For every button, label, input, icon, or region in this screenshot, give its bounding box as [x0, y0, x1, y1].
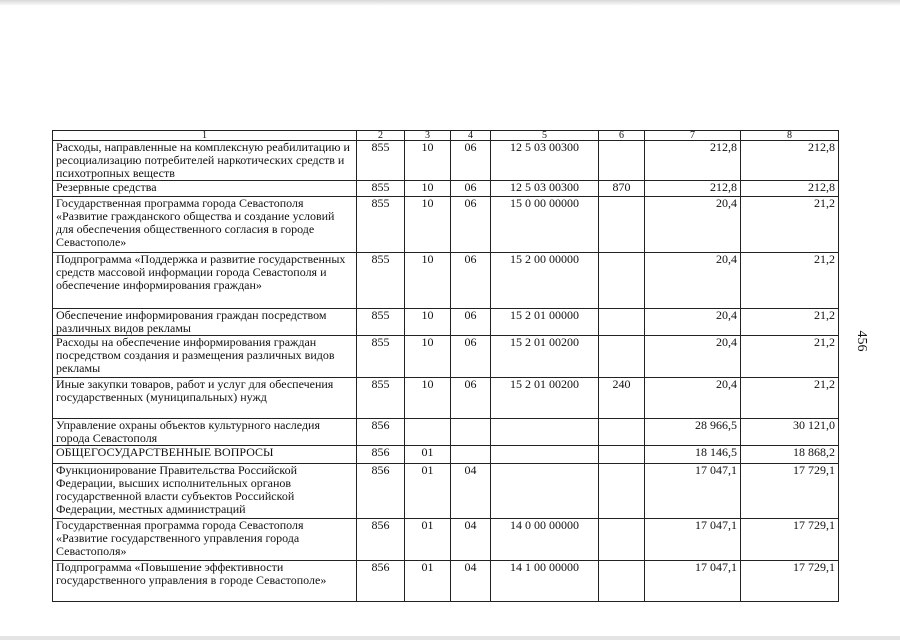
row-section: 10	[405, 181, 451, 197]
row-name: Государственная программа города Севастополя «Развитие гражданского общества и создание условий для обеспечения общественного согласия в городе Севастополе»	[53, 197, 357, 253]
row-admin-code: 855	[357, 197, 405, 253]
row-section: 01	[405, 464, 451, 519]
row-subsection: 06	[451, 378, 491, 419]
row-expense-type	[599, 309, 645, 336]
row-section: 01	[405, 446, 451, 464]
row-section: 10	[405, 378, 451, 419]
row-expense-type	[599, 561, 645, 602]
row-amount-year-2: 17 729,1	[741, 464, 839, 519]
table-row	[53, 141, 839, 181]
header-col-1: 1	[53, 131, 357, 141]
row-subsection: 06	[451, 309, 491, 336]
row-expense-type: 870	[599, 181, 645, 197]
row-subsection: 06	[451, 141, 491, 181]
table-header-row	[53, 131, 839, 141]
row-amount-year-2: 212,8	[741, 181, 839, 197]
row-amount-year-2: 17 729,1	[741, 561, 839, 602]
row-admin-code: 855	[357, 378, 405, 419]
row-subsection: 04	[451, 561, 491, 602]
table-row	[53, 419, 839, 446]
row-admin-code: 856	[357, 519, 405, 561]
row-expense-type	[599, 197, 645, 253]
row-amount-year-1: 28 966,5	[645, 419, 741, 446]
row-amount-year-1: 18 146,5	[645, 446, 741, 464]
row-amount-year-2: 18 868,2	[741, 446, 839, 464]
row-amount-year-2: 17 729,1	[741, 519, 839, 561]
row-amount-year-2: 21,2	[741, 309, 839, 336]
row-target-code: 12 5 03 00300	[491, 141, 599, 181]
scan-top-edge	[0, 0, 900, 6]
row-name: Иные закупки товаров, работ и услуг для обеспечения государственных (муниципальных) нужд	[53, 378, 357, 419]
row-name: Подпрограмма «Повышение эффективности государственного управления в городе Севастополе»	[53, 561, 357, 602]
row-section: 01	[405, 561, 451, 602]
table-row	[53, 464, 839, 519]
row-expense-type	[599, 253, 645, 309]
row-amount-year-1: 20,4	[645, 197, 741, 253]
header-col-7: 7	[645, 131, 741, 141]
row-section: 10	[405, 253, 451, 309]
row-amount-year-2: 21,2	[741, 197, 839, 253]
row-admin-code: 855	[357, 309, 405, 336]
row-admin-code: 856	[357, 464, 405, 519]
row-name: Обеспечение информирования граждан посредством различных видов рекламы	[53, 309, 357, 336]
row-amount-year-1: 17 047,1	[645, 561, 741, 602]
row-subsection: 04	[451, 464, 491, 519]
row-amount-year-1: 20,4	[645, 378, 741, 419]
row-amount-year-1: 17 047,1	[645, 464, 741, 519]
table-body	[53, 131, 839, 602]
row-amount-year-1: 17 047,1	[645, 519, 741, 561]
row-target-code: 15 2 01 00000	[491, 309, 599, 336]
row-section: 01	[405, 519, 451, 561]
row-section: 10	[405, 197, 451, 253]
row-target-code: 12 5 03 00300	[491, 181, 599, 197]
row-expense-type: 240	[599, 378, 645, 419]
row-target-code	[491, 464, 599, 519]
table-row	[53, 519, 839, 561]
header-col-3: 3	[405, 131, 451, 141]
row-name: Расходы, направленные на комплексную реабилитацию и ресоциализацию потребителей наркотических средств и психотропных веществ	[53, 141, 357, 181]
row-target-code: 15 0 00 00000	[491, 197, 599, 253]
row-subsection: 06	[451, 181, 491, 197]
header-col-6: 6	[599, 131, 645, 141]
table-row	[53, 378, 839, 419]
row-amount-year-1: 20,4	[645, 336, 741, 378]
row-amount-year-2: 30 121,0	[741, 419, 839, 446]
row-name: Резервные средства	[53, 181, 357, 197]
row-amount-year-2: 21,2	[741, 253, 839, 309]
row-target-code: 15 2 01 00200	[491, 378, 599, 419]
row-expense-type	[599, 419, 645, 446]
row-amount-year-2: 212,8	[741, 141, 839, 181]
row-subsection: 06	[451, 253, 491, 309]
table-row	[53, 197, 839, 253]
row-admin-code: 856	[357, 561, 405, 602]
row-amount-year-1: 212,8	[645, 181, 741, 197]
row-name: Управление охраны объектов культурного наследия города Севастополя	[53, 419, 357, 446]
budget-table	[52, 130, 839, 602]
row-admin-code: 856	[357, 419, 405, 446]
row-subsection: 06	[451, 336, 491, 378]
row-name: Подпрограмма «Поддержка и развитие государственных средств массовой информации города Севастополя и обеспечение информирования граждан»	[53, 253, 357, 309]
row-expense-type	[599, 464, 645, 519]
table-row	[53, 309, 839, 336]
row-admin-code: 855	[357, 181, 405, 197]
header-col-8: 8	[741, 131, 839, 141]
table-row	[53, 336, 839, 378]
row-section: 10	[405, 309, 451, 336]
row-amount-year-1: 20,4	[645, 309, 741, 336]
row-expense-type	[599, 336, 645, 378]
row-subsection	[451, 419, 491, 446]
row-target-code	[491, 419, 599, 446]
row-subsection	[451, 446, 491, 464]
row-amount-year-2: 21,2	[741, 378, 839, 419]
scan-bottom-edge	[0, 636, 900, 640]
row-target-code	[491, 446, 599, 464]
row-admin-code: 856	[357, 446, 405, 464]
row-target-code: 14 1 00 00000	[491, 561, 599, 602]
row-amount-year-1: 212,8	[645, 141, 741, 181]
row-admin-code: 855	[357, 253, 405, 309]
row-admin-code: 855	[357, 336, 405, 378]
row-amount-year-2: 21,2	[741, 336, 839, 378]
row-subsection: 04	[451, 519, 491, 561]
row-admin-code: 855	[357, 141, 405, 181]
table-row	[53, 181, 839, 197]
row-name: Государственная программа города Севастополя «Развитие государственного управления города Севастополя»	[53, 519, 357, 561]
row-section	[405, 419, 451, 446]
table-row	[53, 446, 839, 464]
table-row	[53, 253, 839, 309]
row-name: Функционирование Правительства Российской Федерации, высших исполнительных органов государственной власти субъектов Российской Федерации, местных администраций	[53, 464, 357, 519]
header-col-5: 5	[491, 131, 599, 141]
row-amount-year-1: 20,4	[645, 253, 741, 309]
header-col-2: 2	[357, 131, 405, 141]
row-subsection: 06	[451, 197, 491, 253]
page-number: 456	[854, 330, 869, 352]
header-col-4: 4	[451, 131, 491, 141]
row-target-code: 15 2 01 00200	[491, 336, 599, 378]
table-row	[53, 561, 839, 602]
row-name: Расходы на обеспечение информирования граждан посредством создания и размещения различных видов рекламы	[53, 336, 357, 378]
row-expense-type	[599, 141, 645, 181]
row-name: ОБЩЕГОСУДАРСТВЕННЫЕ ВОПРОСЫ	[53, 446, 357, 464]
row-section: 10	[405, 141, 451, 181]
row-expense-type	[599, 519, 645, 561]
row-target-code: 14 0 00 00000	[491, 519, 599, 561]
row-target-code: 15 2 00 00000	[491, 253, 599, 309]
row-expense-type	[599, 446, 645, 464]
row-section: 10	[405, 336, 451, 378]
